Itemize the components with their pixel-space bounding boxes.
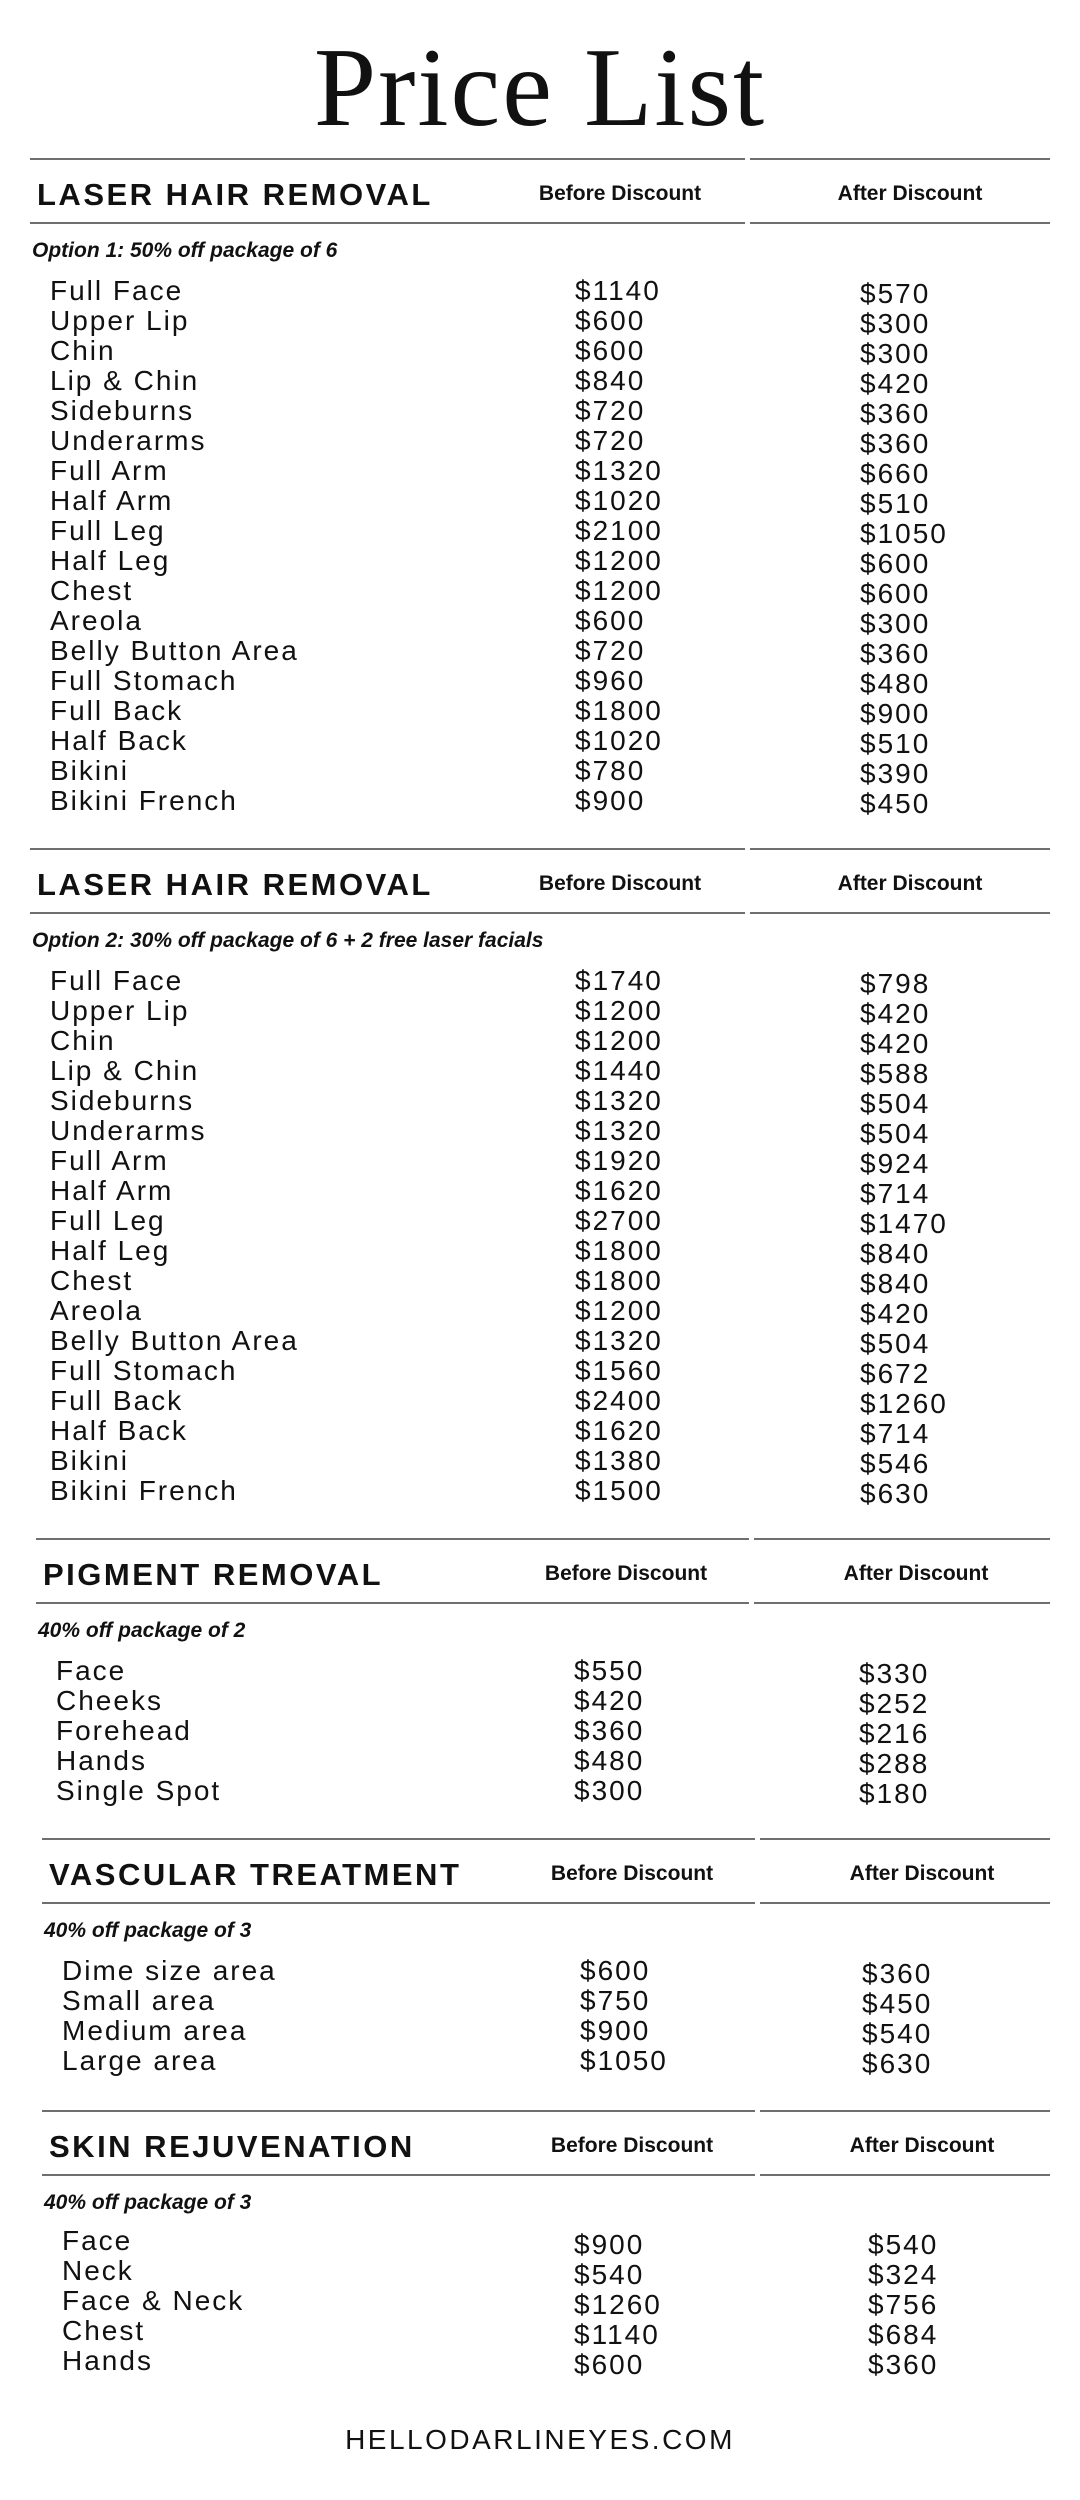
column-header-before: Before Discount [538, 872, 702, 895]
price-after: $300 [860, 308, 931, 339]
price-before: $2400 [575, 1385, 663, 1416]
price-after: $288 [859, 1748, 930, 1779]
page-title: Price List [313, 26, 767, 150]
price-after: $420 [860, 1298, 931, 1329]
price-row [62, 1955, 1047, 1989]
treatment-name: Cheeks [56, 1685, 163, 1716]
section-laser-hair-removal-option-1 [30, 158, 1050, 848]
divider [760, 1838, 1050, 1840]
price-after: $300 [860, 338, 931, 369]
price-before: $1140 [575, 275, 661, 306]
price-row [50, 545, 1050, 579]
price-before: $360 [574, 1715, 645, 1746]
price-before: $780 [575, 755, 646, 786]
price-before: $1320 [575, 1085, 663, 1116]
price-row [50, 1025, 1050, 1059]
price-before: $1560 [575, 1355, 663, 1386]
package-note: 40% off package of 3 [44, 1919, 252, 1942]
price-after: $420 [860, 368, 931, 399]
price-after: $630 [860, 1478, 931, 1509]
treatment-name: Areola [50, 1295, 143, 1326]
price-rows [50, 275, 1050, 819]
treatment-name: Half Back [50, 725, 188, 756]
price-before: $600 [580, 1955, 651, 1986]
price-row [62, 2225, 1047, 2260]
treatment-name: Neck [62, 2255, 134, 2286]
treatment-name: Half Back [50, 1415, 188, 1446]
price-before: $900 [574, 2229, 645, 2260]
price-row [56, 1685, 1046, 1719]
treatment-name: Medium area [62, 2015, 248, 2046]
price-after: $600 [860, 548, 931, 579]
price-before: $1320 [575, 1325, 663, 1356]
section-title: VASCULAR TREATMENT [49, 1857, 462, 1892]
treatment-name: Lip & Chin [50, 365, 200, 396]
divider [42, 2174, 755, 2176]
price-row [56, 1655, 1046, 1689]
price-after: $546 [860, 1448, 931, 1479]
price-before: $1200 [575, 545, 663, 576]
column-header-before: Before Discount [544, 1562, 708, 1585]
price-after: $840 [860, 1238, 931, 1269]
price-after: $798 [860, 968, 931, 999]
section-title: LASER HAIR REMOVAL [37, 177, 433, 212]
price-before: $1020 [575, 485, 663, 516]
price-after: $672 [860, 1358, 931, 1389]
price-row [50, 515, 1050, 549]
price-after: $180 [859, 1778, 930, 1809]
price-before: $550 [574, 1655, 645, 1686]
treatment-name: Lip & Chin [50, 1055, 200, 1086]
price-after: $510 [860, 488, 931, 519]
divider [30, 912, 745, 914]
divider [760, 2110, 1050, 2112]
price-before: $1320 [575, 1115, 663, 1146]
price-before: $1800 [575, 1235, 663, 1266]
treatment-name: Bikini [50, 1445, 129, 1476]
column-header-after: After Discount [849, 2134, 995, 2157]
treatment-name: Full Arm [50, 1145, 169, 1176]
divider [760, 2174, 1050, 2176]
price-after: $450 [860, 788, 931, 819]
treatment-name: Chest [50, 575, 134, 606]
price-after: $660 [860, 458, 931, 489]
column-header-before: Before Discount [550, 1862, 714, 1885]
divider [30, 158, 745, 160]
price-rows [50, 965, 1050, 1509]
column-header-before: Before Discount [550, 2134, 714, 2157]
price-after: $252 [859, 1688, 930, 1719]
price-row [50, 1145, 1050, 1179]
divider [42, 1838, 755, 1840]
price-row [50, 365, 1050, 399]
treatment-name: Hands [56, 1745, 147, 1776]
treatment-name: Full Face [50, 965, 184, 996]
treatment-name: Bikini [50, 755, 129, 786]
price-after: $450 [862, 1988, 933, 2019]
treatment-name: Small area [62, 1985, 216, 2016]
price-after: $588 [860, 1058, 931, 1089]
column-header-after: After Discount [849, 1862, 995, 1885]
price-before: $1920 [575, 1145, 663, 1176]
price-after: $360 [860, 398, 931, 429]
treatment-name: Half Leg [50, 545, 171, 576]
price-rows [62, 1955, 1047, 2079]
price-rows [56, 1655, 1046, 1809]
price-row [50, 755, 1050, 789]
price-before: $1320 [575, 455, 663, 486]
price-row [50, 725, 1050, 759]
divider [754, 1538, 1050, 1540]
divider [750, 158, 1050, 160]
price-row [50, 455, 1050, 489]
price-row [50, 665, 1050, 699]
divider [36, 1602, 749, 1604]
price-before: $1260 [574, 2289, 662, 2320]
price-row [50, 635, 1050, 669]
price-before: $600 [575, 305, 646, 336]
price-after: $1260 [860, 1388, 948, 1419]
price-after: $600 [860, 578, 931, 609]
section-laser-hair-removal-option-2 [30, 848, 1050, 1538]
price-row [50, 785, 1050, 819]
treatment-name: Bikini French [50, 785, 238, 816]
price-before: $420 [574, 1685, 645, 1716]
treatment-name: Upper Lip [50, 305, 190, 336]
price-before: $600 [575, 335, 646, 366]
price-before: $480 [574, 1745, 645, 1776]
treatment-name: Chest [62, 2315, 146, 2346]
price-before: $1140 [574, 2319, 660, 2350]
price-before: $1020 [575, 725, 663, 756]
price-row [50, 1445, 1050, 1479]
treatment-name: Half Leg [50, 1235, 171, 1266]
price-row [62, 1985, 1047, 2019]
price-row [50, 1385, 1050, 1419]
price-before: $1800 [575, 695, 663, 726]
price-before: $1200 [575, 1295, 663, 1326]
package-note: Option 1: 50% off package of 6 [32, 239, 338, 262]
treatment-name: Areola [50, 605, 143, 636]
price-before: $1620 [575, 1415, 663, 1446]
price-after: $324 [868, 2259, 939, 2290]
price-before: $540 [574, 2259, 645, 2290]
treatment-name: Sideburns [50, 395, 195, 426]
price-before: $840 [575, 365, 646, 396]
price-row [50, 1355, 1050, 1389]
price-after: $540 [862, 2018, 933, 2049]
treatment-name: Forehead [56, 1715, 192, 1746]
price-before: $300 [574, 1775, 645, 1806]
price-after: $360 [860, 428, 931, 459]
price-before: $1440 [575, 1055, 663, 1086]
divider [760, 1902, 1050, 1904]
treatment-name: Face & Neck [62, 2285, 245, 2316]
price-after: $1050 [860, 518, 948, 549]
price-row [50, 305, 1050, 339]
treatment-name: Face [62, 2225, 133, 2256]
divider [36, 1538, 749, 1540]
column-header-after: After Discount [837, 182, 983, 205]
price-row [50, 1085, 1050, 1119]
price-after: $390 [860, 758, 931, 789]
price-row [50, 965, 1050, 999]
price-before: $1200 [575, 1025, 663, 1056]
price-after: $714 [860, 1178, 931, 1209]
price-after: $504 [860, 1118, 931, 1149]
section-title: LASER HAIR REMOVAL [37, 867, 433, 902]
divider [30, 848, 745, 850]
treatment-name: Half Arm [50, 485, 174, 516]
treatment-name: Belly Button Area [50, 635, 299, 666]
treatment-name: Single Spot [56, 1775, 222, 1806]
treatment-name: Half Arm [50, 1175, 174, 1206]
package-note: 40% off package of 3 [44, 2191, 252, 2214]
price-row [50, 1475, 1050, 1509]
price-row [50, 485, 1050, 519]
price-after: $216 [859, 1718, 930, 1749]
price-after: $756 [868, 2289, 939, 2320]
price-before: $1200 [575, 995, 663, 1026]
price-after: $900 [860, 698, 931, 729]
price-after: $480 [860, 668, 931, 699]
price-after: $504 [860, 1088, 931, 1119]
price-row [50, 575, 1050, 609]
price-before: $1620 [575, 1175, 663, 1206]
price-row [50, 1175, 1050, 1209]
price-row [50, 395, 1050, 429]
price-before: $720 [575, 635, 646, 666]
price-row [56, 1745, 1046, 1779]
section-title: SKIN REJUVENATION [49, 2129, 415, 2164]
treatment-name: Full Back [50, 1385, 184, 1416]
treatment-name: Underarms [50, 425, 207, 456]
treatment-name: Full Leg [50, 1205, 166, 1236]
treatment-name: Full Stomach [50, 665, 238, 696]
price-after: $840 [860, 1268, 931, 1299]
column-header-after: After Discount [837, 872, 983, 895]
treatment-name: Full Back [50, 695, 184, 726]
price-rows [62, 2225, 1047, 2380]
price-before: $1200 [575, 575, 663, 606]
price-after: $420 [860, 998, 931, 1029]
price-after: $924 [860, 1148, 931, 1179]
price-after: $684 [868, 2319, 939, 2350]
treatment-name: Full Stomach [50, 1355, 238, 1386]
price-row [50, 275, 1050, 309]
price-after: $510 [860, 728, 931, 759]
divider [750, 222, 1050, 224]
price-row [50, 1115, 1050, 1149]
treatment-name: Upper Lip [50, 995, 190, 1026]
divider [750, 848, 1050, 850]
treatment-name: Dime size area [62, 1955, 277, 1986]
price-row [62, 2315, 1047, 2350]
price-row [50, 995, 1050, 1029]
price-after: $300 [860, 608, 931, 639]
price-after: $360 [862, 1958, 933, 1989]
price-after: $420 [860, 1028, 931, 1059]
section-skin-rejuvenation [42, 2110, 1050, 2410]
price-before: $720 [575, 395, 646, 426]
column-header-before: Before Discount [538, 182, 702, 205]
price-before: $960 [575, 665, 646, 696]
divider [42, 2110, 755, 2112]
treatment-name: Underarms [50, 1115, 207, 1146]
price-before: $600 [575, 605, 646, 636]
price-before: $1740 [575, 965, 663, 996]
price-before: $600 [574, 2349, 645, 2380]
treatment-name: Large area [62, 2045, 218, 2076]
price-before: $720 [575, 425, 646, 456]
price-row [50, 1055, 1050, 1089]
price-after: $570 [860, 278, 931, 309]
section-title: PIGMENT REMOVAL [43, 1557, 384, 1592]
price-row [50, 1235, 1050, 1269]
divider [750, 912, 1050, 914]
treatment-name: Bikini French [50, 1475, 238, 1506]
treatment-name: Chin [50, 1025, 116, 1056]
package-note: 40% off package of 2 [38, 1619, 246, 1642]
price-row [50, 695, 1050, 729]
price-row [50, 335, 1050, 369]
price-before: $2700 [575, 1205, 663, 1236]
price-row [50, 425, 1050, 459]
column-header-after: After Discount [843, 1562, 989, 1585]
price-row [50, 1415, 1050, 1449]
price-row [62, 2345, 1047, 2380]
price-row [50, 1325, 1050, 1359]
price-row [50, 1265, 1050, 1299]
price-row [62, 2255, 1047, 2290]
price-after: $360 [860, 638, 931, 669]
treatment-name: Full Face [50, 275, 184, 306]
price-row [56, 1775, 1046, 1809]
treatment-name: Chin [50, 335, 116, 366]
divider [754, 1602, 1050, 1604]
treatment-name: Full Arm [50, 455, 169, 486]
website-footer: HELLODARLINEYES.COM [345, 2424, 735, 2455]
price-after: $330 [859, 1658, 930, 1689]
price-before: $1800 [575, 1265, 663, 1296]
price-before: $900 [575, 785, 646, 816]
price-row [50, 605, 1050, 639]
price-row [62, 2045, 1047, 2079]
price-before: $750 [580, 1985, 651, 2016]
price-after: $630 [862, 2048, 933, 2079]
treatment-name: Hands [62, 2345, 153, 2376]
price-after: $1470 [860, 1208, 948, 1239]
price-before: $1050 [580, 2045, 668, 2076]
price-before: $2100 [575, 515, 663, 546]
section-pigment-removal [36, 1538, 1050, 1838]
treatment-name: Belly Button Area [50, 1325, 299, 1356]
price-after: $504 [860, 1328, 931, 1359]
price-row [50, 1205, 1050, 1239]
treatment-name: Full Leg [50, 515, 166, 546]
package-note: Option 2: 30% off package of 6 + 2 free laser facials [32, 929, 544, 952]
price-row [56, 1715, 1046, 1749]
divider [30, 222, 745, 224]
treatment-name: Sideburns [50, 1085, 195, 1116]
price-after: $714 [860, 1418, 931, 1449]
price-before: $1380 [575, 1445, 663, 1476]
treatment-name: Face [56, 1655, 127, 1686]
price-before: $1500 [575, 1475, 663, 1506]
section-vascular-treatment [42, 1838, 1050, 2108]
price-after: $360 [868, 2349, 939, 2380]
treatment-name: Chest [50, 1265, 134, 1296]
price-before: $900 [580, 2015, 651, 2046]
price-row [62, 2015, 1047, 2049]
price-row [62, 2285, 1047, 2320]
divider [42, 1902, 755, 1904]
price-row [50, 1295, 1050, 1329]
price-after: $540 [868, 2229, 939, 2260]
